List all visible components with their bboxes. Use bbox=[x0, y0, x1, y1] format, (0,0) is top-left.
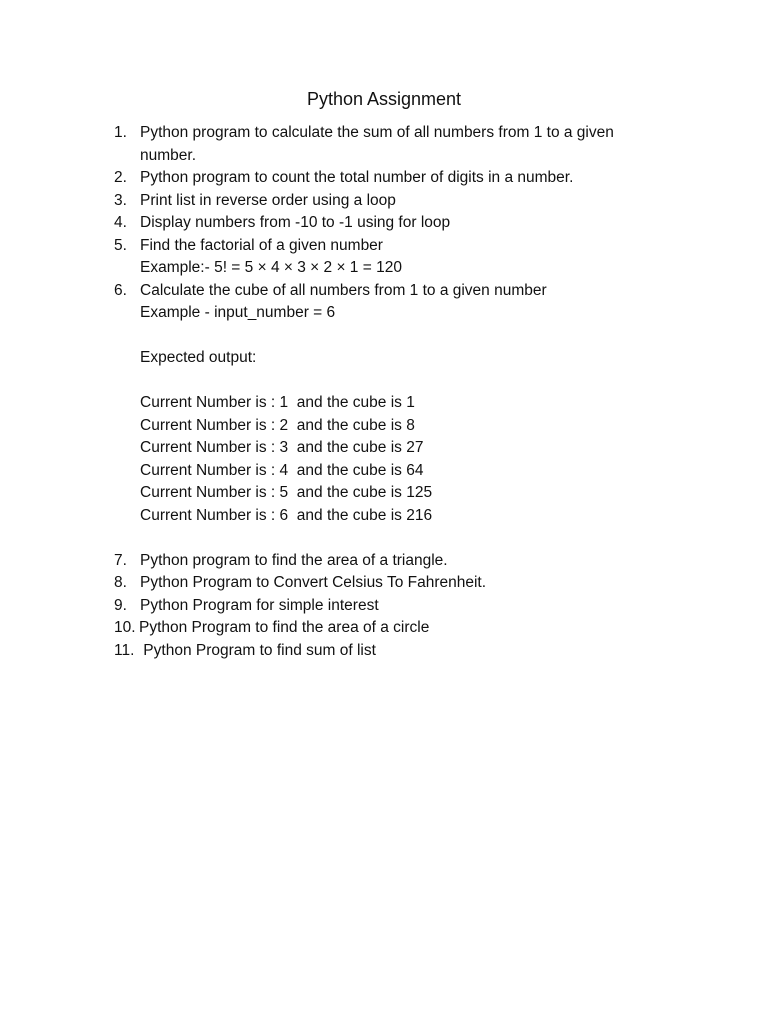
item-number: 6. bbox=[114, 281, 127, 299]
page-title: Python Assignment bbox=[306, 89, 462, 109]
list-item bbox=[114, 550, 674, 573]
item-text: Python Program to find sum of list bbox=[139, 641, 376, 659]
spacer bbox=[114, 370, 674, 393]
item-line: Python program to count the total number of digits in a number. bbox=[140, 169, 574, 186]
item-number: 8. bbox=[114, 574, 127, 591]
item-number: 4. bbox=[114, 214, 127, 231]
item-line: Python program to calculate the sum of all numbers from 1 to a given bbox=[140, 124, 614, 141]
item-number: 5. bbox=[114, 236, 127, 254]
item-text bbox=[140, 167, 674, 190]
output-line: Current Number is : 4 and the cube is 64 bbox=[140, 461, 424, 479]
list-item bbox=[114, 122, 674, 167]
item-text bbox=[140, 190, 674, 213]
item-text: Python Program to Convert Celsius To Fahrenheit. bbox=[140, 574, 487, 591]
item-text: Python program to find the area of a triangle. bbox=[140, 551, 448, 569]
expected-output-block bbox=[114, 392, 674, 527]
item-number: 10. bbox=[114, 619, 136, 636]
list-item bbox=[114, 617, 674, 640]
item-text bbox=[140, 280, 674, 325]
item-number: 11. bbox=[114, 641, 135, 659]
expected-label-text: Expected output: bbox=[140, 349, 257, 366]
spacer bbox=[114, 527, 674, 550]
item-number: 3. bbox=[114, 191, 127, 209]
example-line: Example:- 5! = 5 × 4 × 3 × 2 × 1 = 120 bbox=[140, 259, 402, 276]
list-item bbox=[114, 640, 674, 663]
list-item bbox=[114, 595, 674, 618]
item-text bbox=[140, 235, 674, 280]
item-text: Python Program to find the area of a circle bbox=[139, 619, 430, 636]
output-line: Current Number is : 1 and the cube is 1 bbox=[140, 394, 415, 411]
item-number: 7. bbox=[114, 551, 127, 569]
item-number: 1. bbox=[114, 124, 127, 141]
list-item bbox=[114, 572, 674, 595]
expected-output-label bbox=[114, 347, 674, 370]
list-item bbox=[114, 235, 674, 280]
output-line: Current Number is : 3 and the cube is 27 bbox=[140, 439, 424, 456]
item-line: number. bbox=[140, 146, 197, 164]
list-item bbox=[114, 167, 674, 190]
output-line: Current Number is : 5 and the cube is 125 bbox=[140, 484, 433, 501]
item-text: Python Program for simple interest bbox=[140, 596, 379, 614]
output-line: Current Number is : 6 and the cube is 216 bbox=[140, 506, 433, 524]
item-line: Calculate the cube of all numbers from 1 to a given number bbox=[140, 281, 547, 299]
item-number: 9. bbox=[114, 596, 127, 614]
list-item bbox=[114, 212, 674, 235]
output-line: Current Number is : 2 and the cube is 8 bbox=[140, 416, 415, 434]
example-line: Example - input_number = 6 bbox=[140, 304, 336, 321]
item-text bbox=[140, 122, 674, 167]
item-number: 2. bbox=[114, 169, 127, 186]
spacer bbox=[114, 325, 674, 348]
item-line: Find the factorial of a given number bbox=[140, 236, 383, 254]
assignment-list bbox=[114, 122, 674, 662]
list-item bbox=[114, 280, 674, 325]
item-line: Display numbers from -10 to -1 using for loop bbox=[140, 214, 451, 231]
item-text bbox=[140, 212, 674, 235]
list-item bbox=[114, 190, 674, 213]
item-line: Print list in reverse order using a loop bbox=[140, 191, 396, 209]
